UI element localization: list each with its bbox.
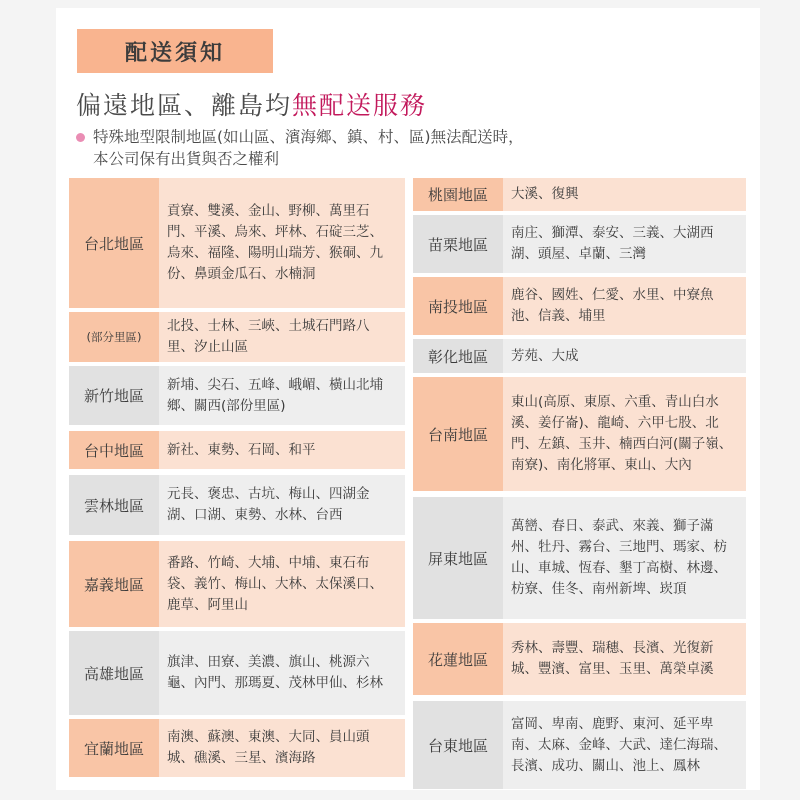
headline [76, 86, 696, 122]
region-label: 嘉義地區 [69, 541, 159, 627]
region-row [69, 308, 405, 362]
region-places: 富岡、卑南、鹿野、東河、延平卑南、太麻、金峰、大武、達仁海瑞、長濱、成功、關山、池上、鳳林 [511, 715, 727, 774]
region-row [413, 339, 746, 373]
region-places: 東山(高原、東原、六重、青山白水溪、姜仔崙)、龍崎、六甲七股、北門、左鎮、玉井、楠西白河(關子嶺、南寮)、南化將軍、東山、大內 [511, 394, 733, 473]
region-label: 苗栗地區 [413, 215, 503, 273]
region-label: (部分里區) [69, 312, 159, 362]
region-label: 高雄地區 [69, 631, 159, 715]
region-label: 屏東地區 [413, 497, 503, 619]
region-row [413, 178, 746, 211]
region-row [69, 631, 405, 715]
region-label: 雲林地區 [69, 475, 159, 535]
region-label: 台東地區 [413, 701, 503, 789]
region-places: 鹿谷、國姓、仁愛、水里、中寮魚池、信義、埔里 [511, 287, 714, 324]
region-places: 萬巒、春日、泰武、來義、獅子滿州、牡丹、霧台、三地門、瑪家、枋山、車城、恆春、墾丁高樹、林邊、枋寮、佳冬、南州新埤、崁頂 [511, 518, 727, 597]
region-places: 芳苑、大成 [511, 347, 579, 364]
region-label: 南投地區 [413, 277, 503, 335]
region-label: 花蓮地區 [413, 623, 503, 695]
headline-highlight: 無配送服務 [292, 91, 428, 120]
region-row [69, 366, 405, 425]
notice-line-1: 特殊地型限制地區(如山區、濱海鄉、鎮、村、區)無法配送時， [93, 128, 524, 146]
region-places: 新社、東勢、石岡、和平 [167, 441, 316, 458]
region-label: 彰化地區 [413, 339, 503, 373]
region-row [69, 541, 405, 627]
region-row [69, 178, 405, 308]
region-row [69, 719, 405, 777]
region-row [413, 377, 746, 491]
region-places: 旗津、田寮、美濃、旗山、桃源六龜、內門、那瑪夏、茂林甲仙、杉林 [167, 654, 383, 691]
right-region-table [413, 178, 746, 789]
region-row [413, 497, 746, 619]
region-row [413, 701, 746, 789]
region-places: 大溪、復興 [511, 186, 579, 202]
region-row [69, 475, 405, 535]
region-label: 宜蘭地區 [69, 719, 159, 777]
region-label: 新竹地區 [69, 366, 159, 425]
notice-line-2: 本公司保有出貨與否之權利 [93, 150, 280, 168]
region-row [413, 277, 746, 335]
region-row [413, 215, 746, 273]
region-places: 南澳、蘇澳、東澳、大同、員山頭城、礁溪、三星、濱海路 [167, 729, 370, 766]
section-title-tag: 配送須知 [77, 29, 273, 73]
region-places: 元長、褒忠、古坑、梅山、四湖金湖、口湖、東勢、水林、台西 [167, 486, 370, 523]
region-places: 番路、竹崎、大埔、中埔、東石布袋、義竹、梅山、大林、太保溪口、鹿草、阿里山 [167, 554, 383, 613]
region-label: 台中地區 [69, 431, 159, 469]
region-places: 北投、士林、三峽、土城石門路八里、汐止山區 [167, 318, 370, 355]
region-places: 新埔、尖石、五峰、峨嵋、橫山北埔鄉、關西(部份里區) [167, 376, 383, 414]
left-region-table [69, 178, 405, 777]
region-places: 南庄、獅潭、泰安、三義、大湖西湖、頭屋、卓蘭、三灣 [511, 225, 714, 262]
bullet-icon [76, 133, 85, 142]
headline-prefix: 偏遠地區、離島均 [76, 91, 293, 120]
region-label: 台南地區 [413, 377, 503, 491]
region-row [69, 431, 405, 469]
region-places: 秀林、壽豐、瑞穗、長濱、光復新城、豐濱、富里、玉里、萬榮卓溪 [511, 640, 714, 677]
region-label: 台北地區 [69, 178, 159, 308]
region-places: 貢寮、雙溪、金山、野柳、萬里石門、平溪、烏來、坪林、石碇三芝、烏來、福隆、陽明山瑞芳、猴硐、九份、鼻頭金瓜石、水楠洞 [167, 203, 383, 282]
region-label: 桃園地區 [413, 178, 503, 211]
region-row [413, 623, 746, 695]
